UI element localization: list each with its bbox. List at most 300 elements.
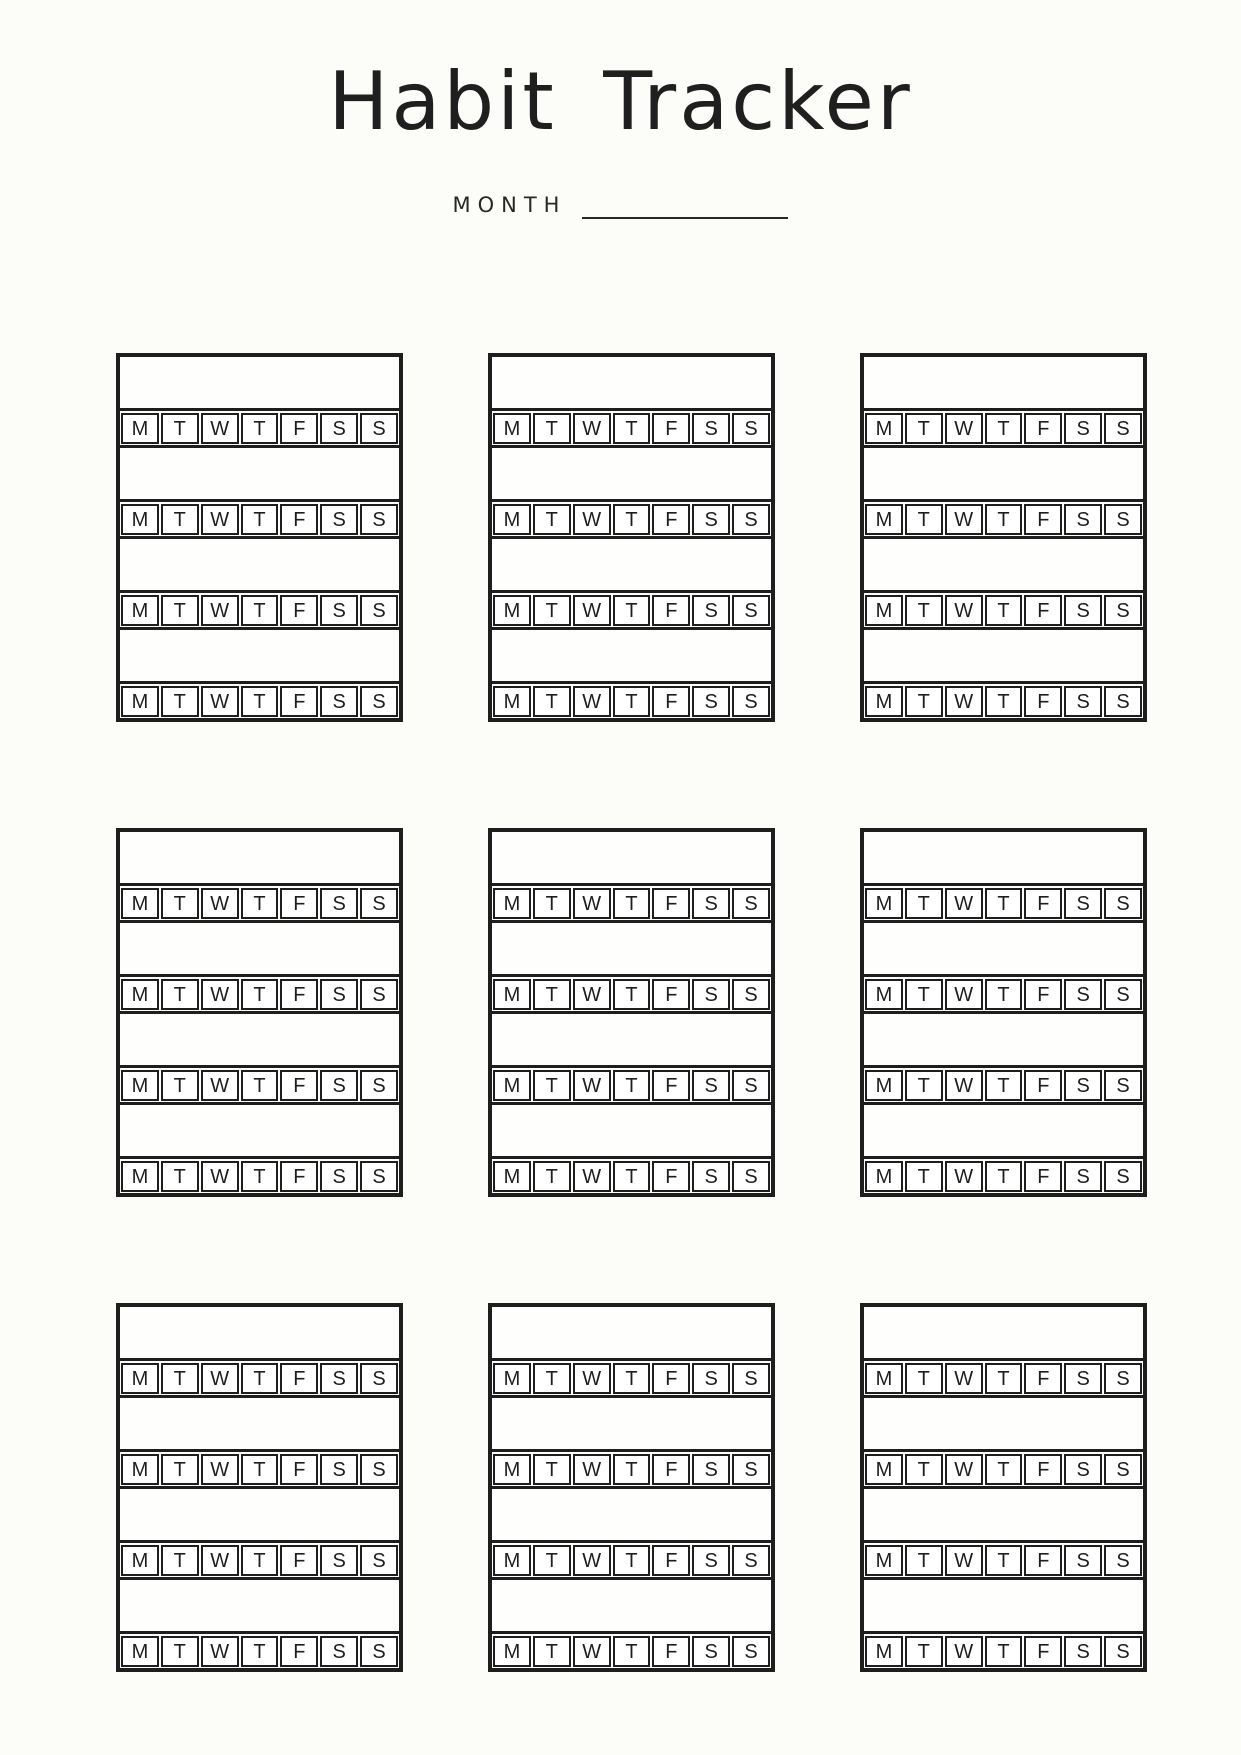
habit-name-row[interactable]	[864, 1014, 1143, 1068]
day-cell-wed[interactable]: W	[945, 1636, 983, 1667]
day-cell-wed[interactable]: W	[945, 979, 983, 1010]
day-cell-sun[interactable]: S	[732, 1363, 770, 1394]
day-cell-fri[interactable]: F	[652, 1161, 690, 1192]
day-cell-fri[interactable]: F	[280, 1070, 318, 1101]
day-cell-thu[interactable]: T	[241, 1545, 279, 1576]
day-cell-fri[interactable]: F	[280, 686, 318, 717]
day-cell-wed[interactable]: W	[201, 413, 239, 444]
day-cell-tue[interactable]: T	[161, 1070, 199, 1101]
day-cell-tue[interactable]: T	[161, 979, 199, 1010]
day-cell-wed[interactable]: W	[573, 979, 611, 1010]
day-cell-thu[interactable]: T	[241, 979, 279, 1010]
day-cell-wed[interactable]: W	[945, 1070, 983, 1101]
day-cell-sun[interactable]: S	[1104, 1545, 1142, 1576]
day-cell-wed[interactable]: W	[201, 979, 239, 1010]
day-cell-tue[interactable]: T	[905, 1454, 943, 1485]
day-cell-fri[interactable]: F	[652, 1454, 690, 1485]
day-cell-sun[interactable]: S	[732, 1545, 770, 1576]
tracker-grid	[116, 353, 1147, 1672]
day-cell-sat[interactable]: S	[692, 1636, 730, 1667]
day-cell-sun[interactable]: S	[1104, 1636, 1142, 1667]
day-cell-fri[interactable]: F	[1024, 1545, 1062, 1576]
day-cell-wed[interactable]: W	[573, 1070, 611, 1101]
day-cell-mon[interactable]: M	[865, 1545, 903, 1576]
day-cell-fri[interactable]: F	[652, 888, 690, 919]
day-cell-sat[interactable]: S	[692, 413, 730, 444]
day-cell-sat[interactable]: S	[1064, 1161, 1102, 1192]
day-cell-mon[interactable]: M	[865, 504, 903, 535]
day-cell-sat[interactable]: S	[692, 1363, 730, 1394]
day-cell-sat[interactable]: S	[320, 979, 358, 1010]
day-cell-sun[interactable]: S	[1104, 1070, 1142, 1101]
day-cell-thu[interactable]: T	[985, 1545, 1023, 1576]
day-cell-sat[interactable]: S	[320, 1070, 358, 1101]
day-cell-sat[interactable]: S	[1064, 1454, 1102, 1485]
week-days-row	[492, 886, 771, 923]
day-cell-wed[interactable]: W	[945, 1161, 983, 1192]
day-cell-sun[interactable]: S	[360, 1363, 398, 1394]
day-cell-thu[interactable]: T	[613, 1161, 651, 1192]
day-cell-sat[interactable]: S	[1064, 1363, 1102, 1394]
habit-name-row[interactable]	[864, 630, 1143, 684]
day-cell-fri[interactable]: F	[280, 595, 318, 626]
day-cell-wed[interactable]: W	[945, 1545, 983, 1576]
day-cell-fri[interactable]: F	[1024, 1636, 1062, 1667]
day-cell-fri[interactable]: F	[280, 413, 318, 444]
day-cell-sun[interactable]: S	[732, 686, 770, 717]
day-cell-fri[interactable]: F	[280, 979, 318, 1010]
habit-name-row[interactable]	[492, 1307, 771, 1361]
day-cell-tue[interactable]: T	[533, 979, 571, 1010]
day-cell-tue[interactable]: T	[161, 1454, 199, 1485]
day-cell-sun[interactable]: S	[732, 979, 770, 1010]
day-cell-sat[interactable]: S	[1064, 504, 1102, 535]
habit-name-row[interactable]	[492, 1580, 771, 1634]
day-cell-mon[interactable]: M	[493, 1454, 531, 1485]
day-cell-thu[interactable]: T	[985, 888, 1023, 919]
day-cell-thu[interactable]: T	[613, 1070, 651, 1101]
day-cell-thu[interactable]: T	[613, 686, 651, 717]
day-cell-thu[interactable]: T	[241, 686, 279, 717]
day-cell-mon[interactable]: M	[493, 888, 531, 919]
day-cell-mon[interactable]: M	[865, 413, 903, 444]
habit-name-row[interactable]	[492, 539, 771, 593]
day-cell-mon[interactable]: M	[121, 413, 159, 444]
day-cell-thu[interactable]: T	[241, 595, 279, 626]
day-cell-mon[interactable]: M	[493, 1636, 531, 1667]
day-cell-thu[interactable]: T	[241, 888, 279, 919]
day-cell-fri[interactable]: F	[652, 1363, 690, 1394]
day-cell-tue[interactable]: T	[533, 504, 571, 535]
day-cell-mon[interactable]: M	[121, 1363, 159, 1394]
day-cell-sun[interactable]: S	[732, 504, 770, 535]
week-days-row	[492, 1159, 771, 1193]
day-cell-sun[interactable]: S	[360, 1070, 398, 1101]
day-cell-fri[interactable]: F	[1024, 1363, 1062, 1394]
day-cell-sun[interactable]: S	[732, 1161, 770, 1192]
day-cell-sun[interactable]: S	[1104, 1363, 1142, 1394]
day-cell-fri[interactable]: F	[1024, 595, 1062, 626]
day-cell-sat[interactable]: S	[1064, 595, 1102, 626]
day-cell-mon[interactable]: M	[493, 595, 531, 626]
day-cell-fri[interactable]: F	[652, 595, 690, 626]
day-cell-sun[interactable]: S	[360, 1545, 398, 1576]
day-cell-sat[interactable]: S	[1064, 1545, 1102, 1576]
day-cell-mon[interactable]: M	[121, 504, 159, 535]
day-cell-fri[interactable]: F	[1024, 1070, 1062, 1101]
day-cell-sun[interactable]: S	[1104, 504, 1142, 535]
day-cell-thu[interactable]: T	[613, 413, 651, 444]
day-cell-mon[interactable]: M	[865, 888, 903, 919]
day-cell-thu[interactable]: T	[985, 686, 1023, 717]
day-cell-thu[interactable]: T	[613, 1636, 651, 1667]
day-cell-fri[interactable]: F	[652, 1636, 690, 1667]
day-cell-mon[interactable]: M	[493, 1070, 531, 1101]
day-cell-sat[interactable]: S	[320, 504, 358, 535]
day-cell-tue[interactable]: T	[161, 504, 199, 535]
habit-name-row[interactable]	[864, 1307, 1143, 1361]
day-cell-sun[interactable]: S	[360, 979, 398, 1010]
day-cell-thu[interactable]: T	[241, 1070, 279, 1101]
day-cell-thu[interactable]: T	[241, 1363, 279, 1394]
day-cell-thu[interactable]: T	[985, 1070, 1023, 1101]
day-cell-wed[interactable]: W	[945, 686, 983, 717]
day-cell-thu[interactable]: T	[241, 504, 279, 535]
day-cell-sun[interactable]: S	[360, 1161, 398, 1192]
day-cell-fri[interactable]: F	[652, 1070, 690, 1101]
day-cell-thu[interactable]: T	[241, 1454, 279, 1485]
day-cell-fri[interactable]: F	[652, 979, 690, 1010]
day-cell-tue[interactable]: T	[533, 1070, 571, 1101]
day-cell-sun[interactable]: S	[360, 1454, 398, 1485]
habit-name-row[interactable]	[492, 923, 771, 977]
day-cell-fri[interactable]: F	[280, 1363, 318, 1394]
day-cell-wed[interactable]: W	[945, 1363, 983, 1394]
day-cell-sat[interactable]: S	[320, 1161, 358, 1192]
day-cell-sun[interactable]: S	[732, 888, 770, 919]
day-cell-mon[interactable]: M	[121, 979, 159, 1010]
day-cell-wed[interactable]: W	[201, 686, 239, 717]
day-cell-thu[interactable]: T	[985, 413, 1023, 444]
habit-name-row[interactable]	[492, 448, 771, 502]
day-cell-mon[interactable]: M	[865, 1161, 903, 1192]
habit-name-row[interactable]	[864, 448, 1143, 502]
day-cell-sat[interactable]: S	[692, 595, 730, 626]
day-cell-sat[interactable]: S	[692, 1070, 730, 1101]
week-days-row	[120, 977, 399, 1014]
day-cell-sun[interactable]: S	[360, 888, 398, 919]
day-cell-mon[interactable]: M	[493, 413, 531, 444]
day-cell-mon[interactable]: M	[865, 979, 903, 1010]
day-cell-wed[interactable]: W	[201, 1545, 239, 1576]
day-cell-mon[interactable]: M	[121, 1636, 159, 1667]
day-cell-sun[interactable]: S	[1104, 686, 1142, 717]
habit-name-row[interactable]	[120, 539, 399, 593]
day-cell-tue[interactable]: T	[533, 888, 571, 919]
habit-name-row[interactable]	[492, 357, 771, 411]
day-cell-sun[interactable]: S	[1104, 888, 1142, 919]
habit-name-row[interactable]	[120, 1580, 399, 1634]
day-cell-thu[interactable]: T	[613, 1363, 651, 1394]
day-cell-mon[interactable]: M	[493, 686, 531, 717]
day-cell-sat[interactable]: S	[320, 595, 358, 626]
day-cell-tue[interactable]: T	[161, 1636, 199, 1667]
day-cell-mon[interactable]: M	[121, 1161, 159, 1192]
habit-name-row[interactable]	[120, 923, 399, 977]
day-cell-mon[interactable]: M	[121, 888, 159, 919]
day-cell-wed[interactable]: W	[945, 888, 983, 919]
day-cell-fri[interactable]: F	[280, 504, 318, 535]
day-cell-mon[interactable]: M	[865, 1070, 903, 1101]
day-cell-thu[interactable]: T	[613, 1545, 651, 1576]
day-cell-tue[interactable]: T	[161, 888, 199, 919]
day-cell-wed[interactable]: W	[945, 413, 983, 444]
day-cell-sat[interactable]: S	[692, 1545, 730, 1576]
day-cell-wed[interactable]: W	[201, 1636, 239, 1667]
day-cell-wed[interactable]: W	[945, 1454, 983, 1485]
day-cell-fri[interactable]: F	[1024, 979, 1062, 1010]
day-cell-tue[interactable]: T	[161, 413, 199, 444]
day-cell-sat[interactable]: S	[1064, 979, 1102, 1010]
day-cell-sat[interactable]: S	[1064, 1636, 1102, 1667]
day-cell-fri[interactable]: F	[652, 413, 690, 444]
habit-name-row[interactable]	[492, 630, 771, 684]
day-cell-tue[interactable]: T	[533, 686, 571, 717]
day-cell-thu[interactable]: T	[985, 1454, 1023, 1485]
month-input-line[interactable]	[582, 190, 788, 219]
day-cell-sun[interactable]: S	[360, 1636, 398, 1667]
habit-name-row[interactable]	[864, 832, 1143, 886]
day-cell-wed[interactable]: W	[573, 1161, 611, 1192]
day-cell-fri[interactable]: F	[280, 1545, 318, 1576]
day-cell-mon[interactable]: M	[121, 1545, 159, 1576]
day-cell-mon[interactable]: M	[493, 504, 531, 535]
day-cell-sun[interactable]: S	[360, 686, 398, 717]
habit-tracker-card	[116, 353, 403, 722]
day-cell-fri[interactable]: F	[280, 1636, 318, 1667]
week-days-row	[120, 886, 399, 923]
day-cell-sat[interactable]: S	[320, 413, 358, 444]
day-cell-thu[interactable]: T	[613, 504, 651, 535]
day-cell-wed[interactable]: W	[201, 1161, 239, 1192]
day-cell-wed[interactable]: W	[573, 1545, 611, 1576]
day-cell-sun[interactable]: S	[732, 1454, 770, 1485]
day-cell-thu[interactable]: T	[241, 1636, 279, 1667]
day-cell-wed[interactable]: W	[573, 413, 611, 444]
day-cell-wed[interactable]: W	[573, 888, 611, 919]
habit-name-row[interactable]	[120, 1014, 399, 1068]
day-cell-thu[interactable]: T	[985, 1161, 1023, 1192]
habit-name-row[interactable]	[492, 832, 771, 886]
day-cell-tue[interactable]: T	[533, 1161, 571, 1192]
day-cell-sun[interactable]: S	[1104, 595, 1142, 626]
day-cell-wed[interactable]: W	[201, 1363, 239, 1394]
day-cell-sun[interactable]: S	[732, 1636, 770, 1667]
week-days-row	[864, 411, 1143, 448]
day-cell-sun[interactable]: S	[360, 595, 398, 626]
day-cell-sat[interactable]: S	[692, 686, 730, 717]
day-cell-fri[interactable]: F	[652, 1545, 690, 1576]
day-cell-mon[interactable]: M	[493, 979, 531, 1010]
day-cell-tue[interactable]: T	[161, 686, 199, 717]
day-cell-sat[interactable]: S	[320, 888, 358, 919]
habit-name-row[interactable]	[120, 630, 399, 684]
day-cell-sat[interactable]: S	[320, 1545, 358, 1576]
day-cell-wed[interactable]: W	[573, 1454, 611, 1485]
day-cell-mon[interactable]: M	[865, 1636, 903, 1667]
day-cell-tue[interactable]: T	[161, 1161, 199, 1192]
day-cell-sun[interactable]: S	[732, 1070, 770, 1101]
day-cell-tue[interactable]: T	[533, 1636, 571, 1667]
day-cell-sun[interactable]: S	[1104, 1161, 1142, 1192]
day-cell-tue[interactable]: T	[533, 1545, 571, 1576]
day-cell-sun[interactable]: S	[1104, 979, 1142, 1010]
day-cell-sat[interactable]: S	[692, 1454, 730, 1485]
day-cell-sat[interactable]: S	[692, 504, 730, 535]
day-cell-mon[interactable]: M	[121, 595, 159, 626]
day-cell-fri[interactable]: F	[280, 1161, 318, 1192]
day-cell-thu[interactable]: T	[613, 1454, 651, 1485]
day-cell-mon[interactable]: M	[493, 1363, 531, 1394]
day-cell-mon[interactable]: M	[865, 1454, 903, 1485]
day-cell-tue[interactable]: T	[905, 413, 943, 444]
day-cell-sat[interactable]: S	[320, 1363, 358, 1394]
day-cell-fri[interactable]: F	[1024, 888, 1062, 919]
day-cell-wed[interactable]: W	[201, 504, 239, 535]
habit-name-row[interactable]	[120, 1398, 399, 1452]
day-cell-tue[interactable]: T	[905, 504, 943, 535]
habit-name-row[interactable]	[864, 1398, 1143, 1452]
day-cell-wed[interactable]: W	[201, 888, 239, 919]
day-cell-mon[interactable]: M	[865, 1363, 903, 1394]
habit-name-row[interactable]	[492, 1014, 771, 1068]
day-cell-tue[interactable]: T	[161, 1363, 199, 1394]
day-cell-sat[interactable]: S	[1064, 413, 1102, 444]
day-cell-sun[interactable]: S	[360, 504, 398, 535]
day-cell-sat[interactable]: S	[692, 979, 730, 1010]
day-cell-mon[interactable]: M	[865, 595, 903, 626]
week-days-row	[120, 1634, 399, 1668]
day-cell-tue[interactable]: T	[905, 1070, 943, 1101]
day-cell-thu[interactable]: T	[613, 888, 651, 919]
day-cell-sun[interactable]: S	[360, 413, 398, 444]
day-cell-mon[interactable]: M	[493, 1545, 531, 1576]
day-cell-wed[interactable]: W	[573, 504, 611, 535]
day-cell-thu[interactable]: T	[985, 504, 1023, 535]
week-days-row	[120, 1068, 399, 1105]
day-cell-sat[interactable]: S	[1064, 1070, 1102, 1101]
day-cell-thu[interactable]: T	[985, 595, 1023, 626]
day-cell-tue[interactable]: T	[533, 1454, 571, 1485]
day-cell-tue[interactable]: T	[905, 595, 943, 626]
habit-name-row[interactable]	[864, 539, 1143, 593]
day-cell-tue[interactable]: T	[905, 1636, 943, 1667]
day-cell-thu[interactable]: T	[985, 979, 1023, 1010]
day-cell-sat[interactable]: S	[320, 1636, 358, 1667]
day-cell-tue[interactable]: T	[905, 686, 943, 717]
day-cell-fri[interactable]: F	[280, 888, 318, 919]
day-cell-thu[interactable]: T	[613, 979, 651, 1010]
day-cell-thu[interactable]: T	[241, 1161, 279, 1192]
day-cell-tue[interactable]: T	[533, 413, 571, 444]
day-cell-fri[interactable]: F	[1024, 1454, 1062, 1485]
day-cell-fri[interactable]: F	[1024, 504, 1062, 535]
day-cell-tue[interactable]: T	[161, 595, 199, 626]
day-cell-fri[interactable]: F	[1024, 686, 1062, 717]
day-cell-mon[interactable]: M	[493, 1161, 531, 1192]
habit-name-row[interactable]	[120, 448, 399, 502]
habit-name-row[interactable]	[120, 832, 399, 886]
day-cell-tue[interactable]: T	[905, 1545, 943, 1576]
habit-name-row[interactable]	[864, 923, 1143, 977]
day-cell-tue[interactable]: T	[161, 1545, 199, 1576]
day-cell-tue[interactable]: T	[905, 888, 943, 919]
habit-name-row[interactable]	[492, 1398, 771, 1452]
day-cell-fri[interactable]: F	[1024, 413, 1062, 444]
habit-name-row[interactable]	[120, 1489, 399, 1543]
day-cell-sun[interactable]: S	[732, 413, 770, 444]
day-cell-sat[interactable]: S	[320, 686, 358, 717]
day-cell-thu[interactable]: T	[613, 595, 651, 626]
day-cell-mon[interactable]: M	[121, 1070, 159, 1101]
day-cell-wed[interactable]: W	[201, 595, 239, 626]
habit-name-row[interactable]	[120, 357, 399, 411]
day-cell-tue[interactable]: T	[905, 1161, 943, 1192]
day-cell-sat[interactable]: S	[1064, 686, 1102, 717]
day-cell-tue[interactable]: T	[533, 1363, 571, 1394]
day-cell-sun[interactable]: S	[732, 595, 770, 626]
day-cell-sat[interactable]: S	[320, 1454, 358, 1485]
day-cell-thu[interactable]: T	[241, 413, 279, 444]
day-cell-wed[interactable]: W	[573, 1363, 611, 1394]
day-cell-sun[interactable]: S	[1104, 413, 1142, 444]
day-cell-wed[interactable]: W	[201, 1070, 239, 1101]
day-cell-wed[interactable]: W	[573, 595, 611, 626]
habit-name-row[interactable]	[120, 1105, 399, 1159]
habit-name-row[interactable]	[864, 1580, 1143, 1634]
day-cell-sun[interactable]: S	[1104, 1454, 1142, 1485]
week-days-row	[864, 1361, 1143, 1398]
week-days-row	[492, 684, 771, 718]
day-cell-fri[interactable]: F	[1024, 1161, 1062, 1192]
day-cell-wed[interactable]: W	[573, 1636, 611, 1667]
day-cell-fri[interactable]: F	[652, 504, 690, 535]
day-cell-tue[interactable]: T	[905, 1363, 943, 1394]
day-cell-tue[interactable]: T	[905, 979, 943, 1010]
day-cell-wed[interactable]: W	[573, 686, 611, 717]
day-cell-tue[interactable]: T	[533, 595, 571, 626]
day-cell-fri[interactable]: F	[280, 1454, 318, 1485]
day-cell-thu[interactable]: T	[985, 1363, 1023, 1394]
day-cell-wed[interactable]: W	[201, 1454, 239, 1485]
day-cell-sat[interactable]: S	[1064, 888, 1102, 919]
habit-name-row[interactable]	[864, 1105, 1143, 1159]
day-cell-wed[interactable]: W	[945, 504, 983, 535]
habit-name-row[interactable]	[864, 357, 1143, 411]
day-cell-thu[interactable]: T	[985, 1636, 1023, 1667]
day-cell-wed[interactable]: W	[945, 595, 983, 626]
day-cell-mon[interactable]: M	[121, 686, 159, 717]
habit-name-row[interactable]	[492, 1105, 771, 1159]
habit-name-row[interactable]	[864, 1489, 1143, 1543]
day-cell-fri[interactable]: F	[652, 686, 690, 717]
day-cell-sat[interactable]: S	[692, 1161, 730, 1192]
day-cell-mon[interactable]: M	[865, 686, 903, 717]
day-cell-sat[interactable]: S	[692, 888, 730, 919]
habit-name-row[interactable]	[492, 1489, 771, 1543]
day-cell-mon[interactable]: M	[121, 1454, 159, 1485]
habit-name-row[interactable]	[120, 1307, 399, 1361]
